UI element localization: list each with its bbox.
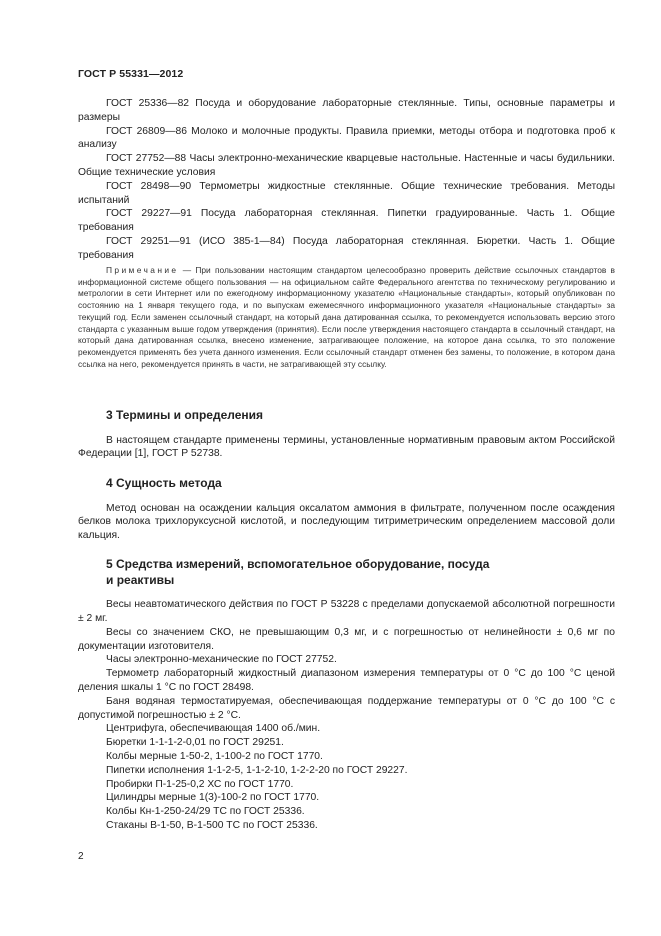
section-4-title: 4 Сущность метода: [106, 476, 222, 490]
equipment-paragraph: Баня водяная термостатируемая, обеспечивающая поддержание температуры от 0 °С до 100 °С с допустимой погрешностью ± 2 °С.: [78, 695, 615, 721]
section-3: [78, 408, 615, 461]
reference-entry: ГОСТ 26809—86 Молоко и молочные продукты. Правила приемки, методы отбора и подготовка проб к анализу: [78, 125, 615, 151]
section-5-title-line-2: и реактивы: [106, 572, 175, 587]
note-paragraph: [78, 265, 615, 370]
equipment-paragraph: Весы неавтоматического действия по ГОСТ Р 53228 с пределами допускаемой абсолютной погрешности ± 2 мг.: [78, 599, 615, 624]
section-4: [78, 476, 615, 543]
equipment-paragraph: Часы электронно-механические по ГОСТ 27752.: [106, 654, 337, 666]
note-text: — При пользовании настоящим стандартом целесообразно проверить действие ссылочных стандартов в информационной системе общего пользования — на официальном сайте Федерального агентства по техническому регулированию и метрологии в сети Интернет или по ежегодному информационному указателю «Национальные стандарты», который опубликован по состоянию на 1 января текущего года, и по выпускам ежемесячного информационного указателя «Национальные стандарты» за текущий год. Если заменен ссылочный стандарт, на который дана датированная ссылка, то рекомендуется использовать версию этого стандарта с указанным выше годом утверждения (принятия). Если после утверждения настоящего стандарта в ссылочный стандарт, на который дана датированная ссылка, внесено изменение, затрагивающее положение, на которое дана ссылка, то это положение рекомендуется применять без учета данного изменения. Если ссылочный стандарт отменен без замены, то положение, в котором дана ссылка на него, рекомендуется принять в части, не затрагивающей эту ссылку.: [78, 265, 616, 369]
references-note: [78, 265, 615, 370]
reference-entry: ГОСТ 28498—90 Термометры жидкостные стеклянные. Общие технические требования. Методы испытаний: [78, 180, 615, 206]
section-4-text: Метод основан на осаждении кальция оксалатом аммония в фильтрате, полученном после осаждения белков молока трихлоруксусной кислотой, и последующим титриметрическим определением массовой доли кальция.: [78, 502, 615, 542]
normative-references-list: [78, 97, 615, 263]
section-3-text: В настоящем стандарте применены термины, установленные нормативным правовым актом Российской Федерации [1], ГОСТ Р 52738.: [78, 434, 615, 460]
equipment-paragraph: Весы со значением СКО, не превышающим 0,3 мг, и с погрешностью от нелинейности ± 0,6 мг по документации изготовителя.: [78, 626, 615, 652]
equipment-item: Пипетки исполнения 1-1-2-5, 1-1-2-10, 1-2-2-20 по ГОСТ 29227.: [106, 764, 408, 776]
reference-entry: ГОСТ 29251—91 (ИСО 385-1—84) Посуда лабораторная стеклянная. Бюретки. Часть 1. Общие требования: [78, 235, 615, 261]
equipment-item: Колбы Кн-1-250-24/29 ТС по ГОСТ 25336.: [106, 806, 305, 818]
section-3-title: 3 Термины и определения: [106, 408, 264, 422]
equipment-item: Пробирки П-1-25-0,2 ХС по ГОСТ 1770.: [106, 778, 294, 790]
reference-entry: ГОСТ 27752—88 Часы электронно-механические кварцевые настольные. Настенные и часы будильники. Общие технические условия: [78, 153, 615, 178]
equipment-item: Стаканы В-1-50, В-1-500 ТС по ГОСТ 25336.: [106, 819, 318, 831]
page-number: 2: [78, 851, 84, 862]
page-header-doc-id: ГОСТ Р 55331—2012: [78, 68, 184, 80]
equipment-item: Цилиндры мерные 1(3)-100-2 по ГОСТ 1770.: [106, 792, 320, 804]
reference-entry: ГОСТ 25336—82 Посуда и оборудование лабораторные стеклянные. Типы, основные параметры и размеры: [78, 98, 615, 123]
equipment-item: Бюретки 1-1-1-2-0,01 по ГОСТ 29251.: [106, 737, 284, 749]
reference-entry: ГОСТ 29227—91 Посуда лабораторная стеклянная. Пипетки градуированные. Часть 1. Общие требования: [78, 208, 615, 234]
note-label: Примечание: [106, 265, 179, 275]
equipment-item: Колбы мерные 1-50-2, 1-100-2 по ГОСТ 1770.: [106, 750, 323, 762]
section-5: [78, 557, 615, 833]
equipment-paragraph: Термометр лабораторный жидкостный диапазоном измерения температуры от 0 °С до 100 °С ценой деления шкалы 1 °С по ГОСТ 28498.: [78, 668, 615, 693]
section-5-title-line-1: 5 Средства измерений, вспомогательное оборудование, посуда: [106, 557, 490, 571]
equipment-item: Центрифуга, обеспечивающая 1400 об./мин.: [106, 723, 321, 735]
